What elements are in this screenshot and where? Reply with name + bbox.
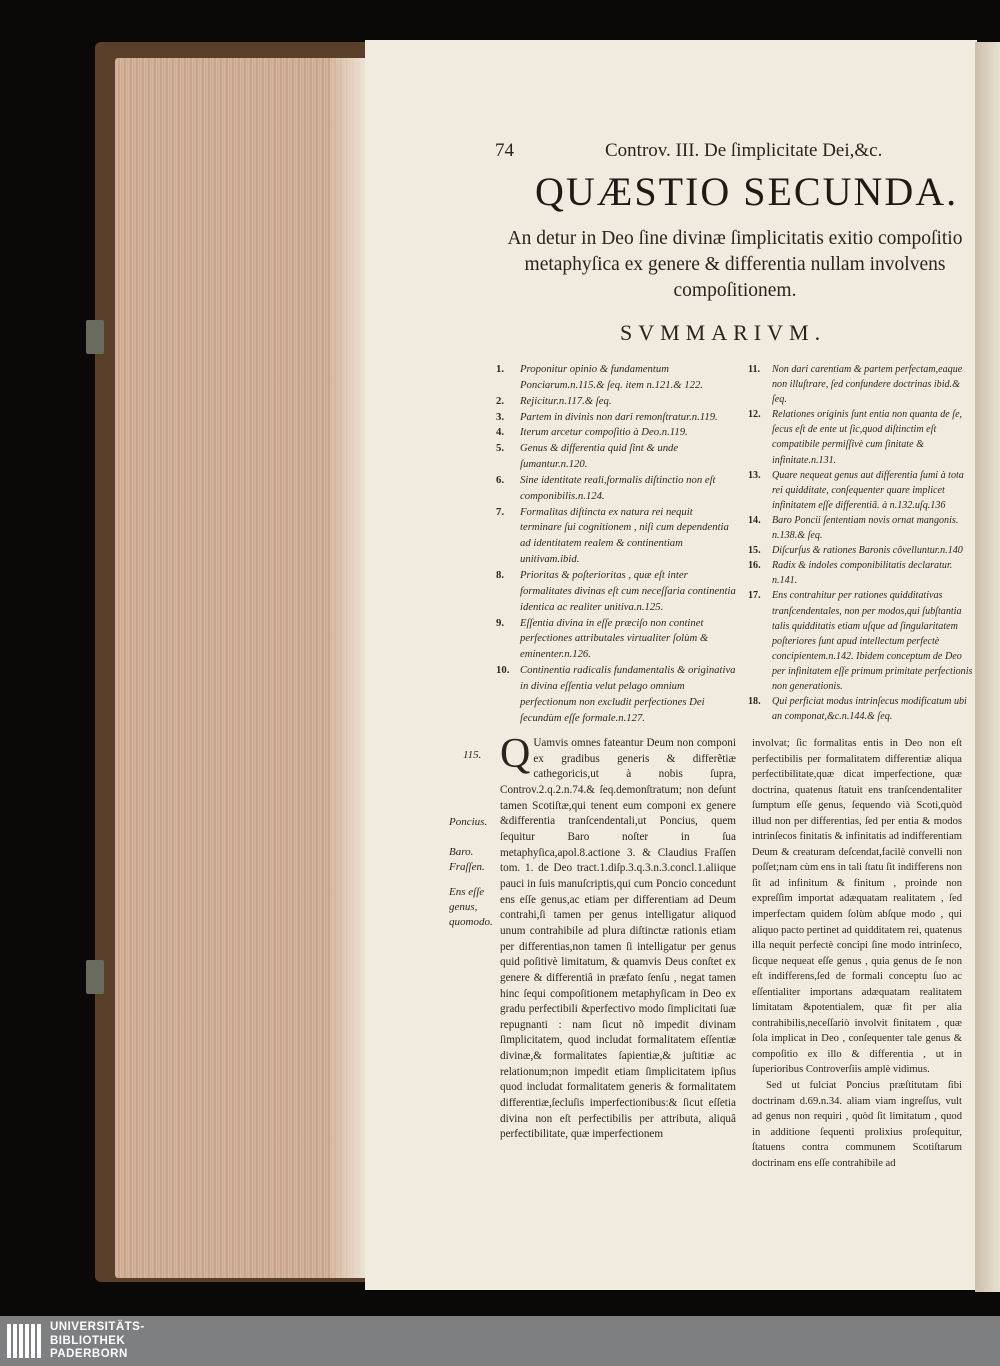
marginal-note-baro: Baro. <box>449 846 474 858</box>
library-logo-icon <box>6 1322 44 1360</box>
body-column-left <box>500 731 736 1143</box>
page-number: 74 <box>495 140 514 161</box>
drop-cap: Q <box>500 731 531 777</box>
summary-item: 8. Prioritas & poſterioritas , quæ eſt inter formalitates divinas eſt cum neceſſaria continentia identica ac realiter unitiva.n.125. <box>496 568 736 613</box>
marginal-note-frassen: Fraſſen. <box>449 861 485 873</box>
summary-item: 10. Continentia radicalis fundamentalis & originativa in divina eſſentia velut pelago omnium perfectionum non excludit perfectiones Dei ſecundùm eſſe formale.n.127. <box>496 664 736 724</box>
library-name-line: UNIVERSITÄTS- <box>50 1321 145 1333</box>
marginal-note-poncius: Poncius. <box>449 816 488 828</box>
body-text-right: involvat; ſic formalitas entis in Deo non eſt perfectibilis per formalitatem differentiæ aliqua perfectibilitate,quæ dicat imperfectione, quæ doctrina, quatenus ſtatuit ens tranſcendentaliter ſumptum eſſe genus, ſequendo vià Scoti,quòd illud non per differentias, ſed per entia & modos intrinſecos finitatis & infinitatis ad indifferentiam Deum & creaturam deſcendat,facilè convelli non poſſet;nam cùm ens in tali ſtatu ſit indifferens non ſit ad infinitum & finitum , proinde non expreſſim importat adæquatam realitatem , ſed imperfectam quidem ſolùm abſque modo , qui aliquo pacto pertinet ad quidditatem rei, quatenus illa nequit perfectè concipi ſine modo intrinſeco, ſicque nequeat eſſe genus , quia genus de ſe non eſt indifferens,ſed de formali conceptu ſuo ac eſſentialiter importans adæquatam realitatem limitatam &potentialem, quæ fit per alia contrahibilis,neceſſariò involvit finitatem , quæ ſola implicat in Deo , conſequenter tale genus & compoſitio ex illo & differentia , ut in ſuperioribus Controverſiis amplè vidimus. <box>752 738 962 1076</box>
summary-left-column <box>496 362 736 726</box>
body-text-right-paragraph-2: Sed ut fulciat Poncius præſtitutam ſibi doctrinam d.69.n.34. aliam viam ingreſſus, vult ad genus non requiri , quòd ſit limitatum , quod in additione ſequenti prolixius proſequitur, ſtatuens contra communem Scotiſtarum doctrinam ens eſſe contrahibile ad <box>752 1080 962 1169</box>
summary-item: 18. Qui perficiat modus intrinſecus modificatum ubi an componat,&c.n.144.& ſeq. <box>748 696 967 723</box>
running-head: Controv. III. De ſimplicitate Dei,&c. <box>605 140 883 161</box>
summary-item: 4. Iterum arcetur compoſitio à Deo.n.119. <box>496 426 688 439</box>
summary-item: 6. Sine identitate reali,formalis diſtinctio non eſt componibilis.n.124. <box>496 473 716 502</box>
summary-item: 5. Genus & differentia quid ſint & unde ſumantur.n.120. <box>496 442 679 471</box>
summary-right-column <box>748 362 974 724</box>
library-name-line: BIBLIOTHEK <box>50 1334 126 1347</box>
clasp-top <box>86 320 104 354</box>
summary-item: 1. Proponitur opinio & fundamentum Ponciarum.n.115.& ſeq. item n.121.& 122. <box>496 363 703 391</box>
body-text-left: Uamvis omnes fateantur Deum non componi ex gradibus generis & differẽtiæ cathegoricis,ut à nobis ſupra, Controv.2.q.2.n.74.& ſeq.demonſtratum; non deſunt tamen Scotiſtæ,qui tenent eum componi ex genere &differentia tranſcendentali,ut Poncius, quem ſequitur Baro noſter in ſua metaphyſica,apol.8.actione 3. & Claudius Fraſſen tom. 1. de Deo tract.1.diſp.3.q.3.n.3.concl.1.aliique pauci in ſuis manuſcriptis,qui cum Poncio concedunt ens eſſe genus,ac etiam per differentiam ad Deum contrahi,ſi tamen per genus intelligatur aliquod unum contrahibile ad plura diſtinctæ rationis etiam per differentias,non tamen ſi intelligatur per genus quid poſitivè limitatum, & quamvis Deus conſtet ex genere & differentiâ in præfato ſenſu , negat tamen hinc ſequi compoſitionem metaphyſicam in Deo ex gradu perfectibili &perfectivo modo ſimplicitati ſuæ repugnanti : nam ſicut nõ impedit divinam ſimplicitatem, quod includat formalitatem eſſentiæ divinæ,& formalitates ſapientiæ,& juſtitiæ ac relationum;non impedit etiam ſimplicitatem ipſius quod includat formalitatem generis & formalitatem differentiæ,ſecluſis imperfectionibus:& ſicut eſſetia divina non eſt perfectibilis per attributa, aliquâ perfectibilitate, quæ imperfectionem <box>500 737 736 1141</box>
gutter-shade <box>330 58 368 1278</box>
marginal-note-ens-esse-genus: Ens eſſe genus, quomodo. <box>449 886 493 928</box>
summary-item: 15. Diſcurſus & rationes Baronis côvelluntur.n.140 <box>748 545 963 557</box>
library-footer <box>0 1316 1000 1366</box>
summary-item: 12. Relationes originis ſunt entia non quanta de ſe, ſecus eſt de ente ut ſic,quod diſtinctim eſt compatibile permiſſivè cum ſinitate & infinitate.n.131. <box>748 409 963 466</box>
summary-item: 17. Ens contrahitur per rationes quidditativas tranſcendentales, non per modos,qui ſubſtantia talis quidditatis etiam uſque ad ſingularitatem poſteriores ſunt apud intellectum perfectè concipientem.n.142. Ibidem conceptum de Deo per infinitatem eſſe primum primitate perfectionis non generationis. <box>748 590 973 692</box>
summary-item: 11. Non dari carentiam & partem perfectam,eaque non illuſtrare, ſed confundere doctrinas ibid.& ſeq. <box>748 364 963 406</box>
marginal-number: 115. <box>463 749 482 761</box>
summarium-heading: SVMMARIVM. <box>620 320 827 345</box>
page-title: QUÆSTIO SECUNDA. <box>535 169 959 214</box>
facing-page-edge <box>975 42 1000 1292</box>
summary-item: 7. Formalitas diſtincta ex natura rei nequit terminare ſui cognitionem , niſi cum dependentia ad identitatem realem & continentiam unitivam.ibid. <box>496 505 729 566</box>
summary-item: 16. Radix & indoles componibilitatis declaratur. n.141. <box>748 560 953 587</box>
page-subtitle: An detur in Deo ſine divinæ ſimplicitatis exitio compoſitio metaphyſica ex genere & differentia nullam involvens compoſitionem. <box>507 228 963 301</box>
library-name-line: PADERBORN <box>50 1348 128 1360</box>
page-block-edge <box>115 58 365 1278</box>
summary-item: 14. Baro Poncii ſententiam novis ornat mangonis. n.138.& ſeq. <box>748 514 959 542</box>
body-column-right <box>752 736 962 1171</box>
library-name <box>50 1321 145 1362</box>
summary-item: 13. Quare nequeat genus aut differentia ſumi à tota rei quidditate, conſequenter quare implicet infinitatem eſſe differentiã. à n.132.uſq.136 <box>748 469 964 511</box>
summary-item: 2. Rejicitur.n.117.& ſeq. <box>496 394 612 407</box>
clasp-bottom <box>86 960 104 994</box>
summary-item: 3. Partem in divinis non dari remonſtratur.n.119. <box>496 410 718 423</box>
summary-item: 9. Eſſentia divina in eſſe præciſo non continet perfectiones attributales virtualiter ſolùm & eminenter.n.126. <box>496 616 709 661</box>
